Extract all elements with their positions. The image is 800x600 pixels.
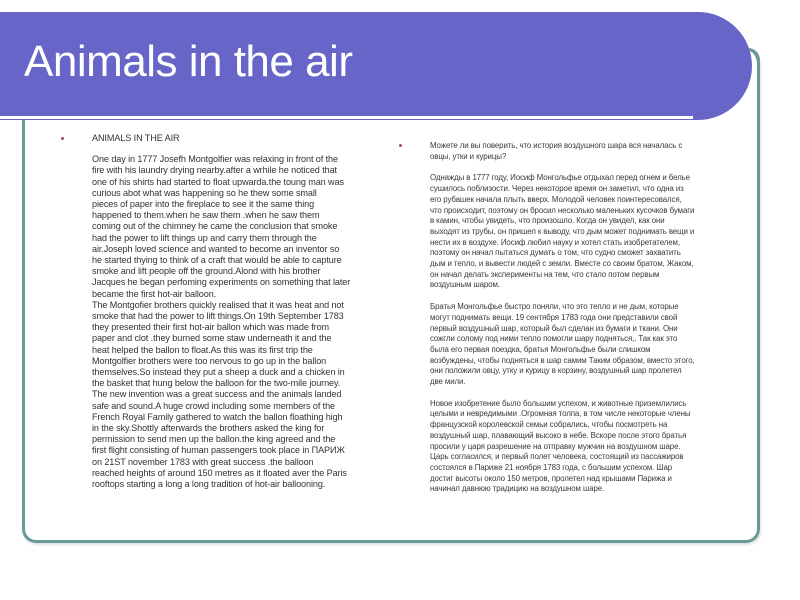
- text-line: became the first hot-air balloon.: [92, 288, 217, 299]
- text-line: smoke that had the power to lift things.On 19th September 1783: [92, 311, 344, 322]
- text-line: on 21ST november 1783 with great success .the balloon: [92, 456, 314, 467]
- text-line: safe and sound.A huge crowd including some members of the: [92, 400, 336, 411]
- text-line: Можете ли вы поверить, что история воздушного шара вся началась с: [430, 141, 683, 150]
- text-line: начинал давнюю традицию на воздушном шаре.: [430, 484, 605, 494]
- text-line: дым и тепло, и вывести людей с земли. Вместе со своим братом, Жаком,: [430, 259, 694, 269]
- text-line: Jacques he began perfoming experiments on something that later: [92, 277, 351, 288]
- text-line: Новое изобретение было большим успехом, и животные приземлились: [430, 398, 687, 408]
- text-line: целыми и невредимыми .Огромная толпа, в том числе некоторые члены: [430, 409, 691, 419]
- title-underline: [0, 116, 693, 119]
- text-line: Братья Монгольфье быстро поняли, что это тепло и не дым, которые: [430, 302, 679, 312]
- text-line: французской королевской семьи собрались, чтобы посмотреть на: [430, 420, 668, 430]
- text-line: in the sky.Shottly afterwards the brothers asked the king for: [92, 423, 325, 434]
- text-line: сушилось поблизости. Через некоторое время он заметил, что одна из: [430, 184, 684, 194]
- text-line: нести их в воздухе. Иосиф любил науку и хотел стать изобретателем,: [430, 237, 680, 247]
- text-line: две мили.: [430, 377, 466, 387]
- text-line: Царь согласился, и первый полет человека, состоящий из пассажиров: [430, 452, 684, 462]
- text-line: воздушный шар, плавающий высоко в небе. Вскоре после этого братья: [430, 430, 687, 440]
- text-line: air.Joseph loved science and wanted to become an inventor so: [92, 243, 340, 254]
- text-line: fire with his laundry drying nearby.after a wrhile he noticed that: [92, 165, 337, 176]
- bullet-icon: [61, 137, 64, 140]
- text-line: pieces of paper into the fireplace to see it the same thing: [92, 199, 315, 210]
- text-line: paper and clot .they burned some staw underneath it and the: [92, 333, 332, 344]
- russian-paragraph-1: [430, 173, 749, 291]
- text-line: smoke and lift people off the ground.Alond with his brother: [92, 266, 321, 277]
- text-line: themselves.So instead they put a sheep a duck and a chicken in: [92, 367, 345, 378]
- text-line: выходят из трубы, он пришел к выводу, что дым может поднимать вещи и: [430, 226, 695, 236]
- slide-title: Animals in the air: [24, 37, 353, 86]
- text-line: Montgolfier brothers were too nervous to go up in the ballon: [92, 355, 327, 366]
- english-heading: ANIMALS IN THE AIR: [92, 133, 180, 143]
- text-line: возбуждены, чтобы подняться в шар самим Таким образом, вместо этого,: [430, 355, 695, 365]
- russian-column: [399, 133, 749, 495]
- text-line: they presented their first hot-air ballon which was made from: [92, 322, 330, 333]
- text-line: coming out of the chimney he came the conclusion that smoke: [92, 221, 338, 232]
- text-line: first flight consisting of human passengers took place in ПАРИЖ: [92, 445, 345, 456]
- english-text: [92, 133, 391, 490]
- text-line: had the power to lift things up and carry them through the: [92, 232, 317, 243]
- text-line: happened to them.when he saw them .when he saw them: [92, 210, 320, 221]
- text-line: reached heights of around 150 metres as it floated aver the Paris: [92, 467, 347, 478]
- text-line: просили у царя разрешение на отправку мужчин на воздушном шаре.: [430, 441, 681, 451]
- text-line: permission to send men up the ballon.the king agreed and the: [92, 434, 336, 445]
- text-line: the basket that hung below the balloon for the two-mile journey.: [92, 378, 341, 389]
- text-line: состоялся в Париже 21 ноября 1783 года, с большим успехом. Шар: [430, 462, 673, 472]
- text-line: The Montgofier brothers quickly realised that it was heat and not: [92, 299, 344, 310]
- text-line: he started thying to think of a craft that would be able to capture: [92, 255, 342, 266]
- text-line: овцы, утки и курицы?: [430, 151, 507, 161]
- russian-intro: [430, 141, 749, 162]
- text-line: воздушным шаром.: [430, 280, 500, 290]
- text-line: The new invention was a great success and the animals landed: [92, 389, 342, 400]
- bullet-icon: [399, 144, 402, 147]
- text-line: в камин, чтобы увидеть, что произошло. Когда он увидел, как они: [430, 216, 665, 226]
- text-line: One day in 1777 Josefh Montgolfier was relaxing in front of the: [92, 154, 338, 165]
- text-line: Однажды в 1777 году, Иосиф Монгольфье отдыхал перед огнем и белье: [430, 173, 690, 183]
- text-line: curious abot what was happening so he thew some small: [92, 187, 317, 198]
- text-line: поэтому он начал пытаться думать о том, что судно сможет захватить: [430, 248, 681, 258]
- text-line: что происходит, поэтому он бросил несколько маленьких кусочков бумаги: [430, 205, 695, 215]
- text-line: one of his shirts had started to float upwarda.the toung man was: [92, 176, 344, 187]
- english-column: [61, 133, 391, 490]
- text-line: они положили овцу, утку и курицу в корзину, воздушный шар пролетел: [430, 366, 682, 376]
- text-line: сожгли солому под ними тепло помогли шару подняться,. Так как это: [430, 334, 678, 344]
- russian-paragraph-3: [430, 399, 749, 495]
- text-line: первый воздушный шар, который был сделан из бумаги и ткани. Они: [430, 323, 678, 333]
- text-line: French Royal Family gathered to watch the ballon floathing high: [92, 411, 343, 422]
- english-body: [92, 154, 391, 490]
- text-line: достиг высоты около 150 метров, пролетел над крышами Парижа и: [430, 473, 672, 483]
- text-line: его рубашек начала плыть вверх. Молодой человек поинтересовался,: [430, 194, 682, 204]
- russian-paragraph-2: [430, 302, 749, 388]
- text-line: была его первая поездка, братья Монгольфье были слишком: [430, 344, 651, 354]
- text-line: rooftops starting a long a long tradition of hot-air ballooning.: [92, 479, 326, 490]
- russian-text: [430, 141, 749, 495]
- text-line: он начал делать эксперименты на тем, что стало потом первым: [430, 269, 660, 279]
- text-line: heat helped the ballon to float.As this was its first trip the: [92, 344, 313, 355]
- text-line: могут поднимать вещи. 19 сентября 1783 года они представили свой: [430, 312, 678, 322]
